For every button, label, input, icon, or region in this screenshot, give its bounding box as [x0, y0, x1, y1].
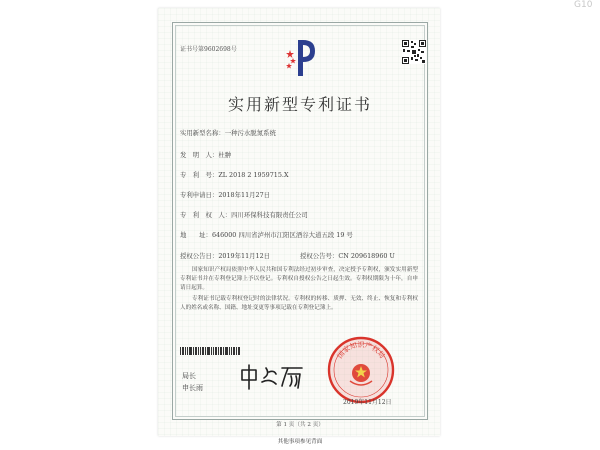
- field-label: 专利申请日：: [180, 191, 219, 199]
- patent-office-logo-icon: [284, 36, 320, 80]
- field-value: 杜翀: [218, 151, 232, 159]
- field-application-date: [180, 190, 270, 199]
- field-value: CN 209618960 U: [338, 252, 395, 260]
- field-value: 2019年11月12日: [218, 252, 271, 260]
- field-utility-model-name: [180, 128, 276, 137]
- barcode-icon: [180, 347, 240, 355]
- field-label: 授权公告号：: [300, 252, 339, 260]
- field-label: 专 利 号：: [180, 171, 219, 179]
- field-value: 一种污水脱氮系统: [224, 129, 276, 137]
- field-label: 授权公告日：: [180, 252, 219, 260]
- grant-paragraph: 国家知识产权局依照中华人民共和国专利法经过初步审查，决定授予专利权，颁发实用新型专利证书并在专利登记簿上予以登记。专利权自授权公告之日起生效。专利权期限为十年，自申请日起算。: [180, 267, 418, 292]
- field-label: 实用新型名称：: [180, 129, 225, 137]
- page-number: 第 1 页（共 2 页）: [276, 422, 324, 428]
- field-value: ZL 2018 2 1959715.X: [218, 171, 289, 179]
- field-value: 646000 四川省泸州市江阳区酒谷大道五段 19 号: [211, 231, 353, 239]
- field-value: 四川环保科技有限责任公司: [231, 211, 308, 219]
- signatory-name: 申长雨: [182, 384, 203, 392]
- field-address: [180, 230, 353, 239]
- official-seal-icon: [326, 335, 396, 405]
- field-patent-number: [180, 170, 289, 179]
- svg-text:国家知识产权局: 国家知识产权局: [335, 341, 387, 361]
- legal-status-paragraph: 专利证书记载专利权登记时的法律状况。专利权的转移、质押、无效、终止、恢复和专利权人的姓名或名称、国籍、地址变更等事项记载在专利登记簿上。: [180, 296, 418, 312]
- qr-code-icon: [402, 40, 426, 64]
- field-label: 地 址：: [180, 231, 212, 239]
- handwritten-signature: [236, 362, 306, 392]
- field-value: 2018年11月27日: [218, 191, 271, 199]
- field-label: 专 利 权 人：: [180, 211, 232, 219]
- field-inventor: [180, 150, 231, 159]
- certificate-number: 证书号第9602698号: [180, 46, 237, 53]
- bottom-note: 其他事项参见背面: [277, 439, 323, 445]
- field-publication-number: [300, 251, 395, 260]
- certificate-title: 实用新型专利证书: [227, 95, 372, 114]
- field-label: 发 明 人：: [180, 151, 219, 159]
- field-patentee: [180, 210, 308, 219]
- seal-date: 2019年11月12日: [343, 399, 392, 406]
- field-grant-date: [180, 251, 270, 260]
- corner-handwritten-note: G10: [574, 0, 593, 10]
- signatory-title: 局长: [182, 372, 196, 380]
